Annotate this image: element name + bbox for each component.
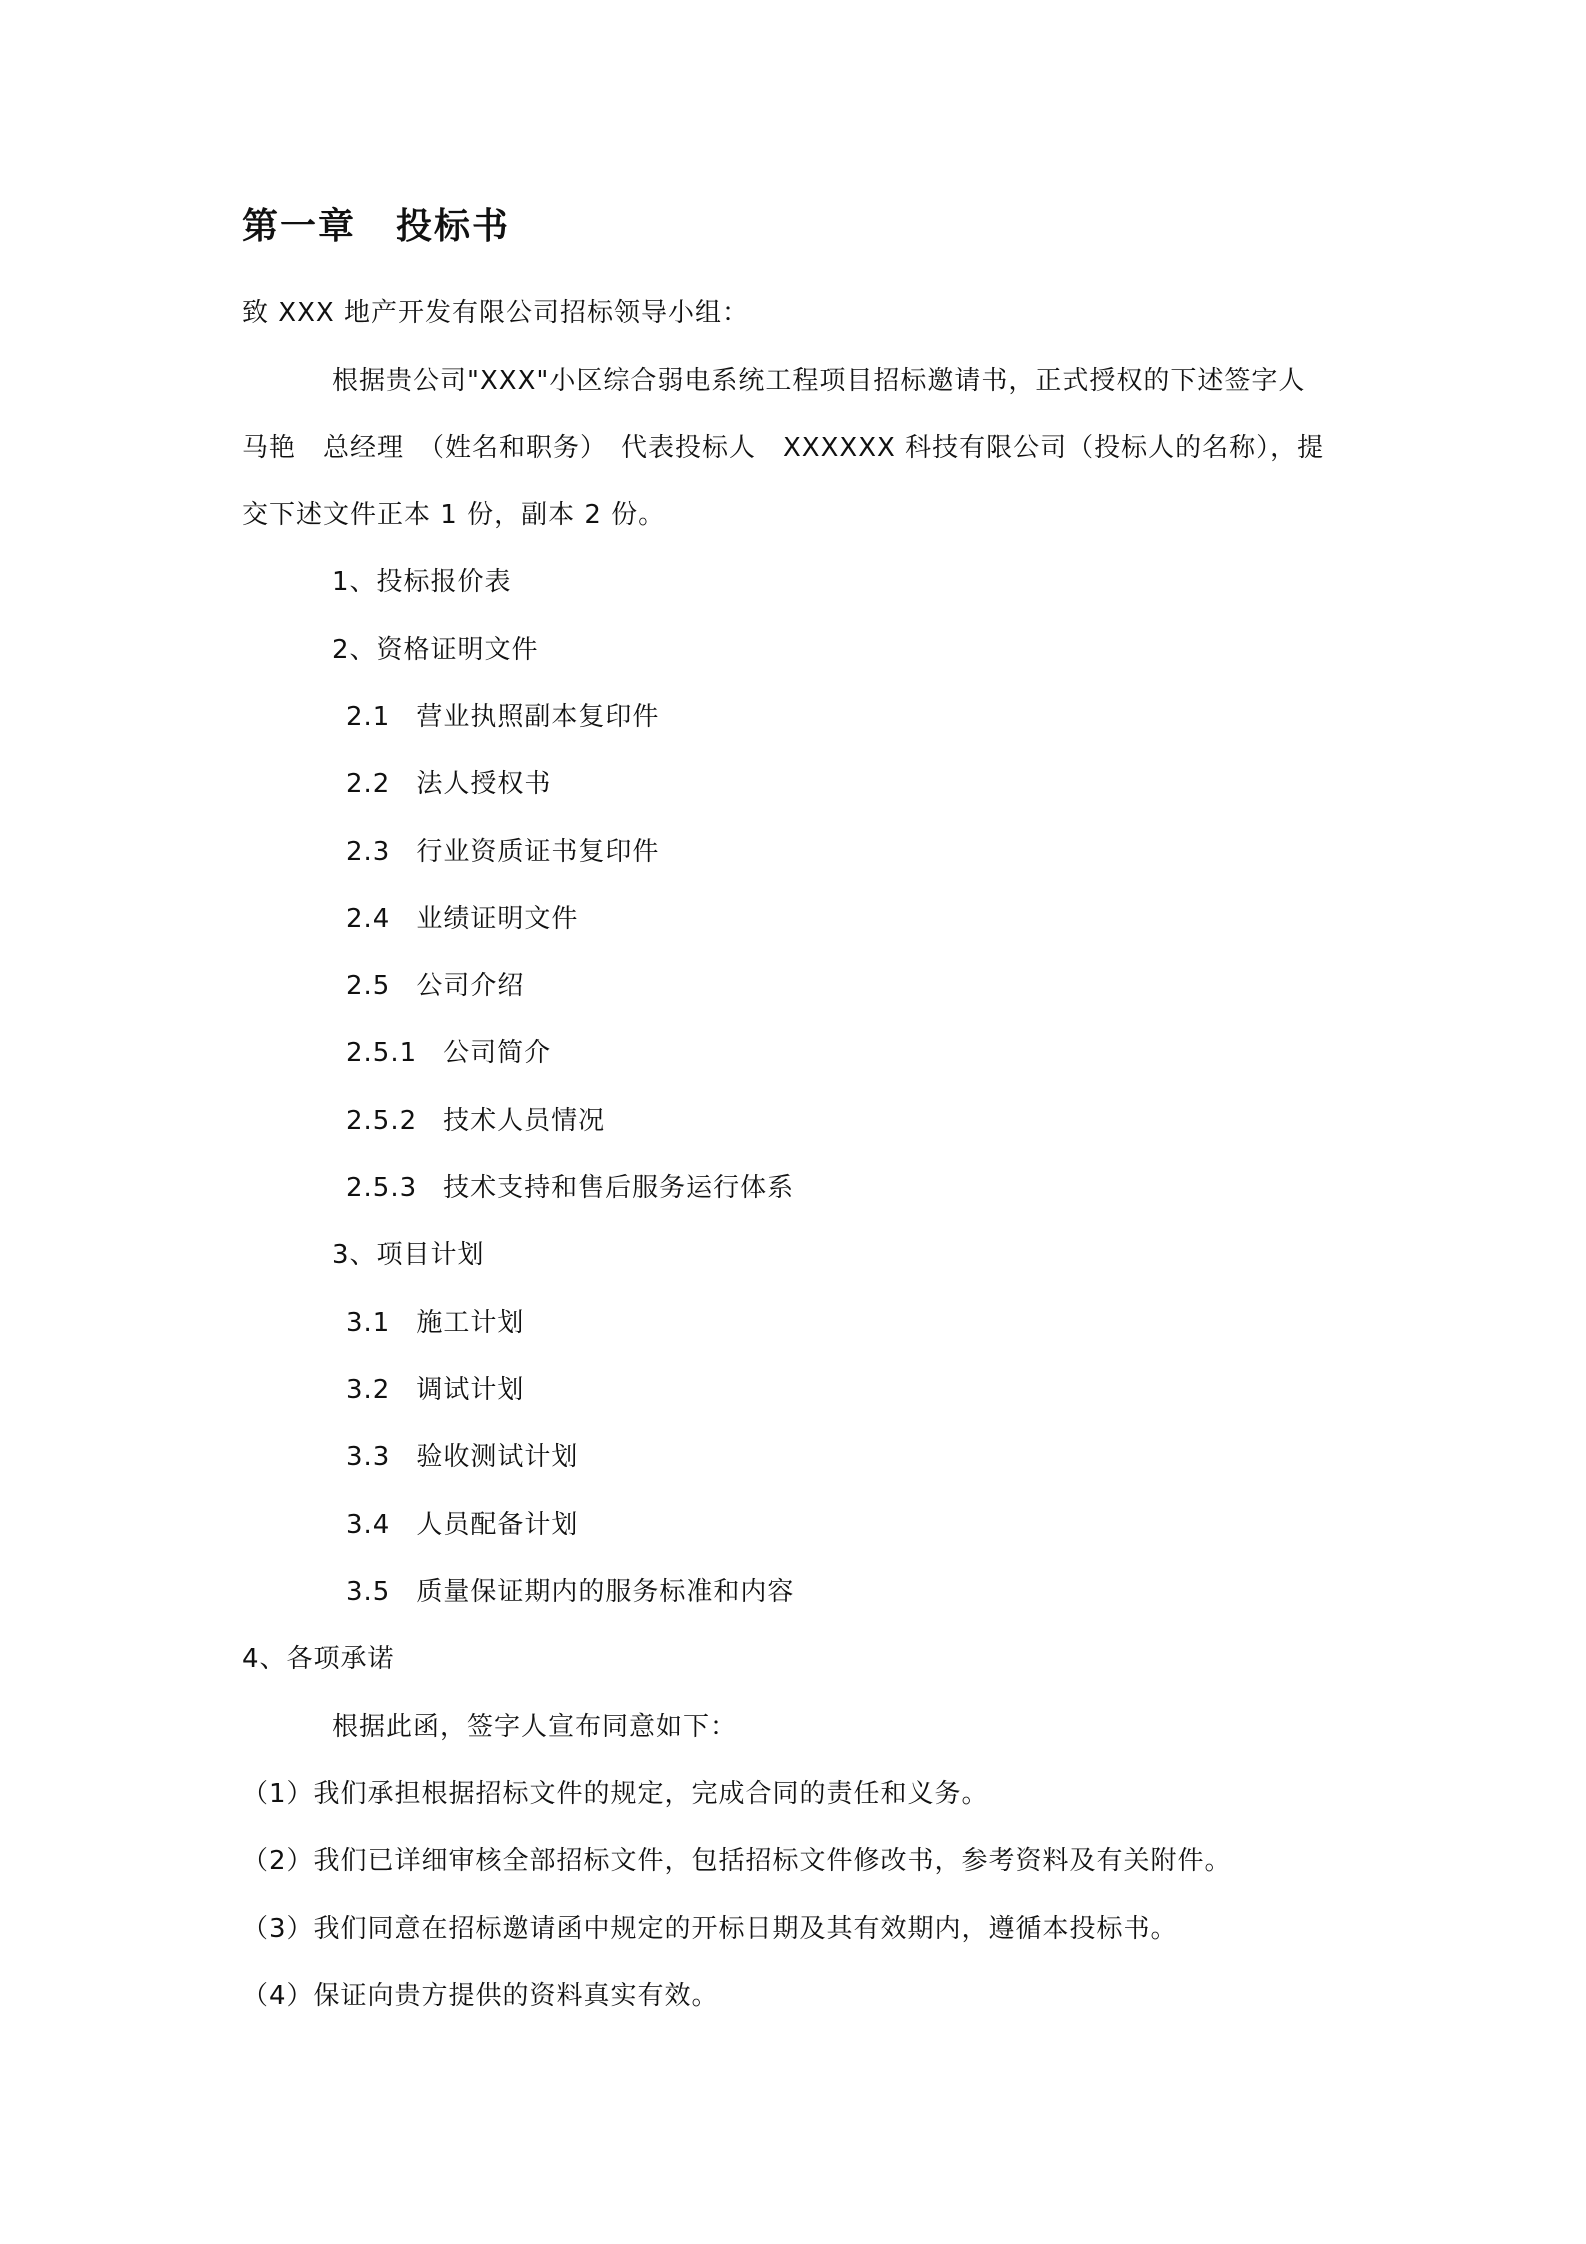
list-item: 2.5 公司介绍 bbox=[346, 971, 525, 1001]
intro-line-1: 根据贵公司"XXX"小区综合弱电系统工程项目招标邀请书，正式授权的下述签字人 bbox=[332, 366, 1306, 396]
list-item: 2.1 营业执照副本复印件 bbox=[346, 702, 660, 732]
list-item: 2.3 行业资质证书复印件 bbox=[346, 837, 660, 867]
list-item: 3.5 质量保证期内的服务标准和内容 bbox=[346, 1577, 795, 1607]
commitment-item: （3）我们同意在招标邀请函中规定的开标日期及其有效期内，遵循本投标书。 bbox=[242, 1914, 1178, 1944]
list-item: 2.5.1 公司简介 bbox=[346, 1038, 552, 1068]
commitment-item: （1）我们承担根据招标文件的规定，完成合同的责任和义务。 bbox=[242, 1779, 989, 1809]
list-item: 2.5.2 技术人员情况 bbox=[346, 1106, 606, 1136]
list-item: 2.2 法人授权书 bbox=[346, 769, 552, 799]
list-item: 1、投标报价表 bbox=[332, 567, 512, 597]
list-item: 3.1 施工计划 bbox=[346, 1308, 525, 1338]
agreement-intro: 根据此函，签字人宣布同意如下： bbox=[332, 1712, 738, 1742]
chapter-number: 第一章 bbox=[242, 206, 357, 247]
salutation: 致 XXX 地产开发有限公司招标领导小组： bbox=[242, 298, 749, 328]
chapter-name: 投标书 bbox=[396, 206, 511, 247]
commitment-item: （4）保证向贵方提供的资料真实有效。 bbox=[242, 1981, 719, 2011]
list-item: 3.3 验收测试计划 bbox=[346, 1442, 579, 1472]
list-item: 3.2 调试计划 bbox=[346, 1375, 525, 1405]
list-item: 4、各项承诺 bbox=[242, 1644, 395, 1674]
intro-line-2: 马艳 总经理 （姓名和职务） 代表投标人 XXXXXX 科技有限公司（投标人的名称），提 bbox=[242, 433, 1325, 463]
commitment-item: （2）我们已详细审核全部招标文件，包括招标文件修改书，参考资料及有关附件。 bbox=[242, 1846, 1232, 1876]
intro-line-3: 交下述文件正本 1 份，副本 2 份。 bbox=[242, 500, 666, 530]
list-item: 3.4 人员配备计划 bbox=[346, 1510, 579, 1540]
list-item: 3、项目计划 bbox=[332, 1240, 485, 1270]
list-item: 2.4 业绩证明文件 bbox=[346, 904, 579, 934]
chapter-title bbox=[242, 204, 510, 250]
list-item: 2、资格证明文件 bbox=[332, 635, 539, 665]
list-item: 2.5.3 技术支持和售后服务运行体系 bbox=[346, 1173, 795, 1203]
